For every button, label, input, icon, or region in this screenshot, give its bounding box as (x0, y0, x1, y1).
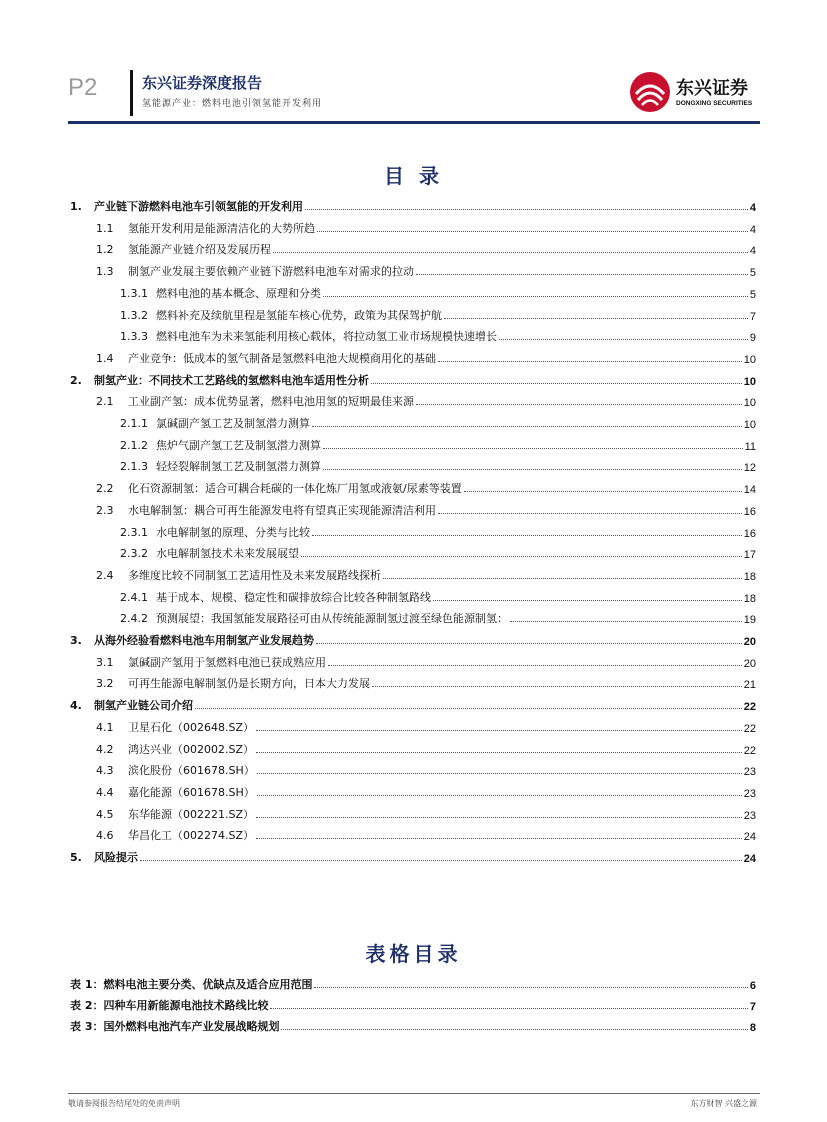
toc-entry-text: 卫星石化（002648.SZ） (128, 720, 255, 734)
toc-entry-number: 1.3.3 (120, 330, 148, 344)
toc-entry-page: 14 (743, 484, 756, 497)
toc-entry-page: 11 (744, 440, 756, 453)
toc-entry[interactable] (70, 762, 756, 778)
toc-entry-page: 5 (749, 267, 756, 280)
toc-entry-text: 燃料补充及续航里程是氢能车核心优势，政策为其保驾护航 (156, 308, 442, 322)
toc-entry-text: 制氢产业：不同技术工艺路线的氢燃料电池车适用性分析 (94, 373, 369, 387)
toc-leader-dots (256, 817, 742, 818)
table-list-entry[interactable] (70, 1018, 756, 1034)
toc-entry-page: 22 (743, 701, 756, 714)
tables-toc-title: 表格目录 (365, 942, 462, 966)
toc-leader-dots (371, 383, 742, 384)
toc-leader-dots (301, 556, 742, 557)
toc-leader-dots (438, 513, 742, 514)
toc-entry[interactable] (70, 567, 756, 583)
toc-leader-dots (256, 752, 742, 753)
toc-entry-page: 24 (743, 853, 756, 865)
toc-leader-dots (416, 404, 742, 405)
toc-leader-dots (433, 600, 742, 601)
toc-entry-page: 5 (749, 288, 756, 301)
toc-entry-page: 16 (743, 505, 756, 518)
toc-entry-number: 4.2 (96, 742, 114, 756)
toc-entry-number: 2.3.2 (120, 547, 148, 561)
toc-entry-text: 可再生能源电解制氢仍是长期方向，日本大力发展 (128, 677, 370, 691)
toc-entry-text: 预测展望：我国氢能发展路径可由从传统能源制氢过渡至绿色能源制氢： (156, 612, 508, 626)
toc-entry-text: 风险提示 (94, 851, 138, 864)
toc-entry-page: 7 (749, 310, 756, 323)
page-number: P2 (68, 74, 98, 101)
toc-leader-dots (372, 686, 742, 687)
header-divider (130, 70, 133, 116)
toc-entry-number: 2.1.1 (120, 417, 148, 430)
toc-entry-text: 氯碱副产氢工艺及制氢潜力测算 (156, 417, 310, 430)
toc-entry-number: 5. (70, 851, 82, 864)
toc-leader-dots (510, 621, 742, 622)
toc-entry-text: 基于成本、规模、稳定性和碳排放综合比较各种制氢路线 (156, 590, 431, 604)
toc-entry-text: 焦炉气副产氢工艺及制氢潜力测算 (156, 438, 321, 452)
toc-entry-page: 10 (743, 397, 756, 410)
toc-leader-dots (323, 469, 742, 470)
toc-entry-number: 3.2 (96, 677, 114, 691)
toc-entry-text: 东华能源（002221.SZ） (128, 807, 255, 821)
toc-entry[interactable] (70, 480, 756, 496)
toc-entry-page: 10 (743, 353, 756, 366)
toc-entry-number: 3.1 (96, 655, 114, 669)
table-list-entry-text: 表 2：四种车用新能源电池技术路线比较 (70, 999, 269, 1012)
toc-entry-text: 氢能开发利用是能源清洁化的大势所趋 (128, 221, 315, 235)
toc-leader-dots (305, 209, 748, 210)
toc-entry-text: 轻烃裂解制氢工艺及制氢潜力测算 (156, 460, 321, 474)
footer-slogan: 东方财智 兴盛之源 (690, 1099, 757, 1108)
toc-entry-text: 化石资源制氢：适合可耦合耗碳的一体化炼厂用氢或液氨/尿素等装置 (128, 482, 462, 496)
toc-entry-number: 2.1.2 (120, 438, 148, 452)
toc-entry-page: 20 (743, 636, 756, 648)
toc-leader-dots (416, 274, 748, 275)
toc-entry-page: 10 (743, 375, 756, 388)
toc-entry-page: 10 (743, 419, 756, 431)
toc-entry-number: 1.3 (96, 265, 114, 279)
toc-entry-text: 制氢产业发展主要依赖产业链下游燃料电池车对需求的拉动 (128, 265, 414, 279)
toc-entry-text: 燃料电池车为未来氢能利用核心载体，将拉动氢工业市场规模快速增长 (156, 330, 497, 344)
toc-entry-number: 4. (70, 699, 82, 713)
report-title: 东兴证券深度报告 (142, 74, 263, 92)
toc-entry[interactable] (70, 827, 756, 843)
table-list-entry-page: 8 (749, 1022, 756, 1034)
toc-leader-dots (257, 773, 742, 774)
toc-entry-text: 多维度比较不同制氢工艺适用性及未来发展路线探析 (128, 568, 381, 582)
toc-leader-dots (312, 535, 742, 536)
toc-leader-dots (195, 708, 742, 709)
toc-leader-dots (323, 296, 748, 297)
toc-entry[interactable] (70, 241, 756, 257)
report-subtitle: 氢能源产业：燃料电池引领氢能开发利用 (142, 99, 323, 109)
toc-entry[interactable] (70, 545, 756, 561)
toc-entry-number: 4.4 (96, 785, 114, 799)
toc-title: 目 录 (384, 164, 443, 188)
toc-entry-number: 4.1 (96, 720, 114, 734)
toc-leader-dots (438, 361, 742, 362)
toc-entry-text: 产业竞争：低成本的氢气制备是氢燃料电池大规模商用化的基础 (128, 351, 436, 365)
toc-entry-page: 16 (743, 527, 756, 540)
toc-entry-number: 4.3 (96, 764, 114, 778)
table-list-entry-text: 表 1：燃料电池主要分类、优缺点及适合应用范围 (70, 978, 313, 991)
toc-entry-number: 4.6 (96, 829, 114, 843)
toc-entry[interactable] (70, 328, 756, 344)
company-logo (628, 70, 768, 116)
toc-entry-number: 2.4.2 (120, 612, 148, 626)
toc-leader-dots (256, 838, 742, 839)
toc-entry[interactable] (70, 784, 756, 800)
toc-entry-text: 工业副产氢：成本优势显著，燃料电池用氢的短期最佳来源 (128, 395, 414, 409)
toc-entry[interactable] (70, 632, 756, 648)
toc-entry-number: 2.3 (96, 503, 114, 517)
toc-entry-number: 2.4.1 (120, 590, 148, 604)
toc-entry-page: 4 (749, 245, 756, 258)
table-list-entry-page: 6 (749, 980, 756, 992)
toc-entry-number: 2. (70, 373, 82, 387)
toc-entry-number: 2.4 (96, 568, 114, 582)
logo-emblem-icon (628, 70, 672, 114)
toc-leader-dots (140, 860, 742, 861)
toc-entry-text: 制氢产业链公司介绍 (94, 699, 193, 713)
toc-leader-dots (316, 643, 742, 644)
toc-entry-page: 23 (743, 787, 756, 800)
toc-entry[interactable] (70, 198, 756, 214)
toc-entry[interactable] (70, 502, 756, 518)
toc-entry[interactable] (70, 697, 756, 713)
toc-entry[interactable] (70, 741, 756, 757)
toc-entry-text: 从海外经验看燃料电池车用制氢产业发展趋势 (94, 634, 314, 647)
toc-entry-text: 水电解制氢的原理、分类与比较 (156, 525, 310, 539)
toc-leader-dots (323, 448, 743, 449)
toc-entry[interactable] (70, 675, 756, 691)
toc-entry[interactable] (70, 285, 756, 301)
toc-entry-number: 1. (70, 200, 82, 213)
toc-entry[interactable] (70, 350, 756, 366)
toc-entry-number: 2.2 (96, 482, 114, 496)
toc-entry-page: 4 (749, 202, 756, 214)
toc-entry-text: 氯碱副产氢用于氢燃料电池已获成熟应用 (128, 655, 326, 669)
toc-entry-text: 滨化股份（601678.SH） (128, 764, 255, 778)
logo-english-name: DONGXING SECURITIES (676, 100, 753, 107)
header-rule (68, 121, 760, 124)
toc-entry[interactable] (70, 806, 756, 822)
toc-entry-text: 嘉化能源（601678.SH） (128, 785, 255, 799)
toc-entry-text: 水电解制氢：耦合可再生能源发电将有望真正实现能源清洁利用 (128, 503, 436, 517)
logo-chinese-name: 东兴证券 (676, 78, 748, 99)
toc-leader-dots (257, 795, 742, 796)
toc-entry-text: 氢能源产业链介绍及发展历程 (128, 243, 271, 257)
footer-disclaimer: 敬请参阅报告结尾处的免责声明 (68, 1099, 180, 1108)
toc-leader-dots (314, 987, 747, 988)
toc-entry-page: 9 (749, 332, 756, 345)
toc-entry-page: 22 (743, 744, 756, 757)
toc-entry-page: 4 (749, 223, 756, 236)
toc-entry[interactable] (70, 307, 756, 323)
toc-entry-number: 1.1 (96, 221, 114, 235)
table-list-entry-page: 7 (749, 1001, 756, 1013)
toc-leader-dots (328, 665, 742, 666)
toc-entry-page: 12 (743, 462, 756, 475)
toc-entry-text: 燃料电池的基本概念、原理和分类 (156, 286, 321, 300)
toc-entry-number: 2.1 (96, 395, 114, 409)
toc-entry-number: 2.3.1 (120, 525, 148, 539)
toc-leader-dots (317, 231, 748, 232)
toc-entry-number: 4.5 (96, 807, 114, 821)
toc-entry-page: 18 (743, 592, 756, 605)
toc-entry[interactable] (70, 263, 756, 279)
toc-entry-number: 1.2 (96, 243, 114, 257)
toc-leader-dots (499, 339, 748, 340)
toc-entry-number: 2.1.3 (120, 460, 148, 474)
toc-entry-number: 1.4 (96, 351, 114, 365)
toc-entry[interactable] (70, 849, 756, 865)
table-list-entry[interactable] (70, 976, 756, 992)
toc-leader-dots (273, 252, 748, 253)
footer-rule (68, 1093, 760, 1094)
table-list-entry-text: 表 3：国外燃料电池汽车产业发展战略规划 (70, 1020, 280, 1033)
toc-leader-dots (312, 426, 742, 427)
toc-entry[interactable] (70, 524, 756, 540)
toc-entry[interactable] (70, 372, 756, 388)
toc-entry-page: 18 (743, 570, 756, 583)
toc-entry-page: 22 (743, 722, 756, 735)
toc-entry-number: 1.3.2 (120, 308, 148, 322)
toc-entry-page: 17 (743, 549, 756, 562)
toc-entry-page: 23 (743, 766, 756, 779)
toc-entry-number: 1.3.1 (120, 286, 148, 300)
toc-entry-page: 21 (743, 679, 756, 692)
toc-entry-number: 3. (70, 634, 82, 647)
toc-entry-page: 24 (743, 831, 756, 844)
toc-leader-dots (444, 318, 748, 319)
toc-entry-page: 20 (743, 657, 756, 670)
toc-entry-text: 华昌化工（002274.SZ） (128, 829, 255, 843)
toc-entry-page: 23 (743, 809, 756, 822)
toc-entry[interactable] (70, 458, 756, 474)
toc-entry[interactable] (70, 719, 756, 735)
toc-entry-text: 水电解制氢技术未来发展展望 (156, 547, 299, 561)
toc-leader-dots (256, 730, 742, 731)
page-header (0, 0, 827, 130)
toc-entry[interactable] (70, 654, 756, 670)
table-list-entry[interactable] (70, 997, 756, 1013)
toc-entry-text: 鸿达兴业（002002.SZ） (128, 742, 255, 756)
toc-entry[interactable] (70, 589, 756, 605)
toc-leader-dots (270, 1008, 747, 1009)
toc-entry[interactable] (70, 415, 756, 431)
toc-entry-page: 19 (743, 614, 756, 627)
toc-entry-text: 产业链下游燃料电池车引领氢能的开发利用 (94, 200, 303, 213)
toc-leader-dots (464, 491, 742, 492)
toc-entry[interactable] (70, 437, 756, 453)
toc-entry[interactable] (70, 220, 756, 236)
toc-entry[interactable] (70, 393, 756, 409)
toc-leader-dots (281, 1029, 747, 1030)
toc-leader-dots (383, 578, 742, 579)
toc-entry[interactable] (70, 610, 756, 626)
